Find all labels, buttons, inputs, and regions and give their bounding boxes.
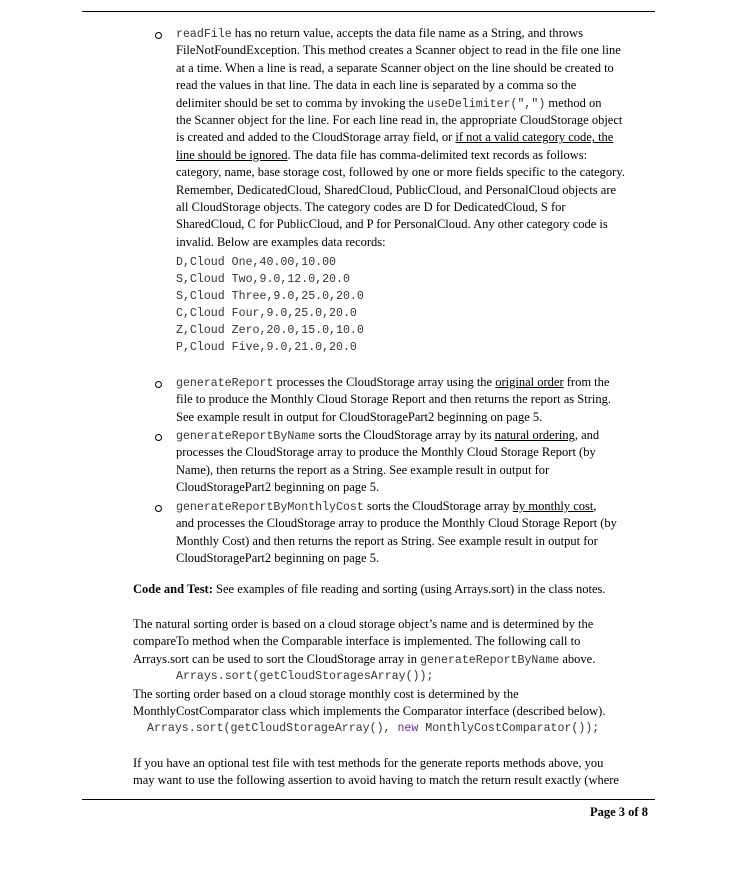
data-record: Z,Cloud Zero,20.0,15.0,10.0 [176, 324, 364, 337]
byname-line-3: Name), then returns the report as a String. See example result in output for [176, 462, 550, 477]
bullet-icon [155, 32, 162, 39]
report-line-1: generateReport processes the CloudStorage array using the original order from the [176, 375, 610, 390]
sort-by-name-code: Arrays.sort(getCloudStoragesArray()); [176, 670, 434, 684]
bycost-line-2: and processes the CloudStorage array to produce the Monthly Cloud Storage Report (by [176, 516, 617, 531]
bullet-icon [155, 381, 162, 388]
data-record: S,Cloud Two,9.0,12.0,20.0 [176, 273, 350, 286]
report-line-2: file to produce the Monthly Cloud Storage Report and then returns the report as String. [176, 392, 611, 407]
data-record: C,Cloud Four,9.0,25.0,20.0 [176, 307, 357, 320]
page-number: Page 3 of 8 [590, 805, 648, 819]
readfile-line-9: category, name, base storage cost, followed by one or more fields specific to the category. [176, 165, 625, 180]
readfile-line-7: is created and added to the CloudStorage array field, or if not a valid category code, the [176, 130, 614, 145]
code-test-paragraph: Code and Test: See examples of file reading and sorting (using Arrays.sort) in the class notes. [133, 582, 606, 596]
natural-line-3: Arrays.sort can be used to sort the CloudStorage array in generateReportByName above. [133, 651, 596, 667]
footer-rule [82, 799, 655, 800]
bullet-icon [155, 505, 162, 512]
readfile-line-4: read the values in that line. The data in each line is separated by a comma so the [176, 78, 577, 93]
sort-by-cost-code: Arrays.sort(getCloudStorageArray(), new MonthlyCostComparator()); [147, 722, 600, 736]
bycost-line-4: CloudStoragePart2 beginning on page 5. [176, 551, 380, 566]
report-line-3: See example result in output for CloudStoragePart2 beginning on page 5. [176, 409, 543, 424]
bycost-line-3: Monthly Cost) and then returns the report as String. See example result in output for [176, 533, 598, 548]
natural-line-5: The sorting order based on a cloud storage monthly cost is determined by the [133, 686, 519, 701]
data-record: P,Cloud Five,9.0,21.0,20.0 [176, 341, 357, 354]
natural-line-6: MonthlyCostComparator class which implements the Comparator interface (described below). [133, 704, 606, 718]
byname-line-4: CloudStoragePart2 beginning on page 5. [176, 480, 380, 495]
readfile-line-6: the Scanner object for the line. For each line read in, the appropriate CloudStorage object [176, 113, 623, 127]
byname-line-2: processes the CloudStorage array to produce the Monthly Cloud Storage Report (by [176, 445, 596, 460]
readfile-line-3: at a time. When a line is read, a separate Scanner object on the line should be created to [176, 60, 614, 75]
data-record: S,Cloud Three,9.0,25.0,20.0 [176, 290, 364, 303]
readfile-line-8: line should be ignored. The data file has comma-delimited text records as follows: [176, 147, 588, 162]
readfile-line-11: all CloudStorage objects. The category codes are D for DedicatedCloud, S for [176, 200, 566, 214]
readfile-line-1: readFile has no return value, accepts the data file name as a String, and throws [176, 26, 583, 41]
readfile-line-5: delimiter should be set to comma by invoking the useDelimiter(",") method on [176, 95, 602, 111]
bullet-icon [155, 434, 162, 441]
code-test-heading: Code and Test: [133, 582, 213, 596]
natural-line-2: compareTo method when the Comparable interface is implemented. The following call to [133, 634, 581, 649]
readfile-line-10: Remember, DedicatedCloud, SharedCloud, PublicCloud, and PersonalCloud objects are [176, 182, 617, 197]
readfile-line-2: FileNotFoundException. This method creates a Scanner object to read in the file one line [176, 43, 621, 58]
header-rule [82, 11, 655, 12]
bycost-line-1: generateReportByMonthlyCost sorts the CloudStorage array by monthly cost, [176, 499, 597, 514]
data-record: D,Cloud One,40.00,10.00 [176, 256, 337, 269]
readfile-line-13: invalid. Below are examples data records: [176, 234, 386, 249]
test-line-2: may want to use the following assertion to avoid having to match the return result exactly (where [133, 773, 619, 788]
natural-line-1: The natural sorting order is based on a cloud storage object’s name and is determined by the [133, 617, 594, 631]
byname-line-1: generateReportByName sorts the CloudStorage array by its natural ordering, and [176, 428, 600, 443]
test-line-1: If you have an optional test file with test methods for the generate reports methods above, you [133, 756, 604, 770]
readfile-line-12: SharedCloud, C for PublicCloud, and P for PersonalCloud. Any other category code is [176, 217, 608, 232]
